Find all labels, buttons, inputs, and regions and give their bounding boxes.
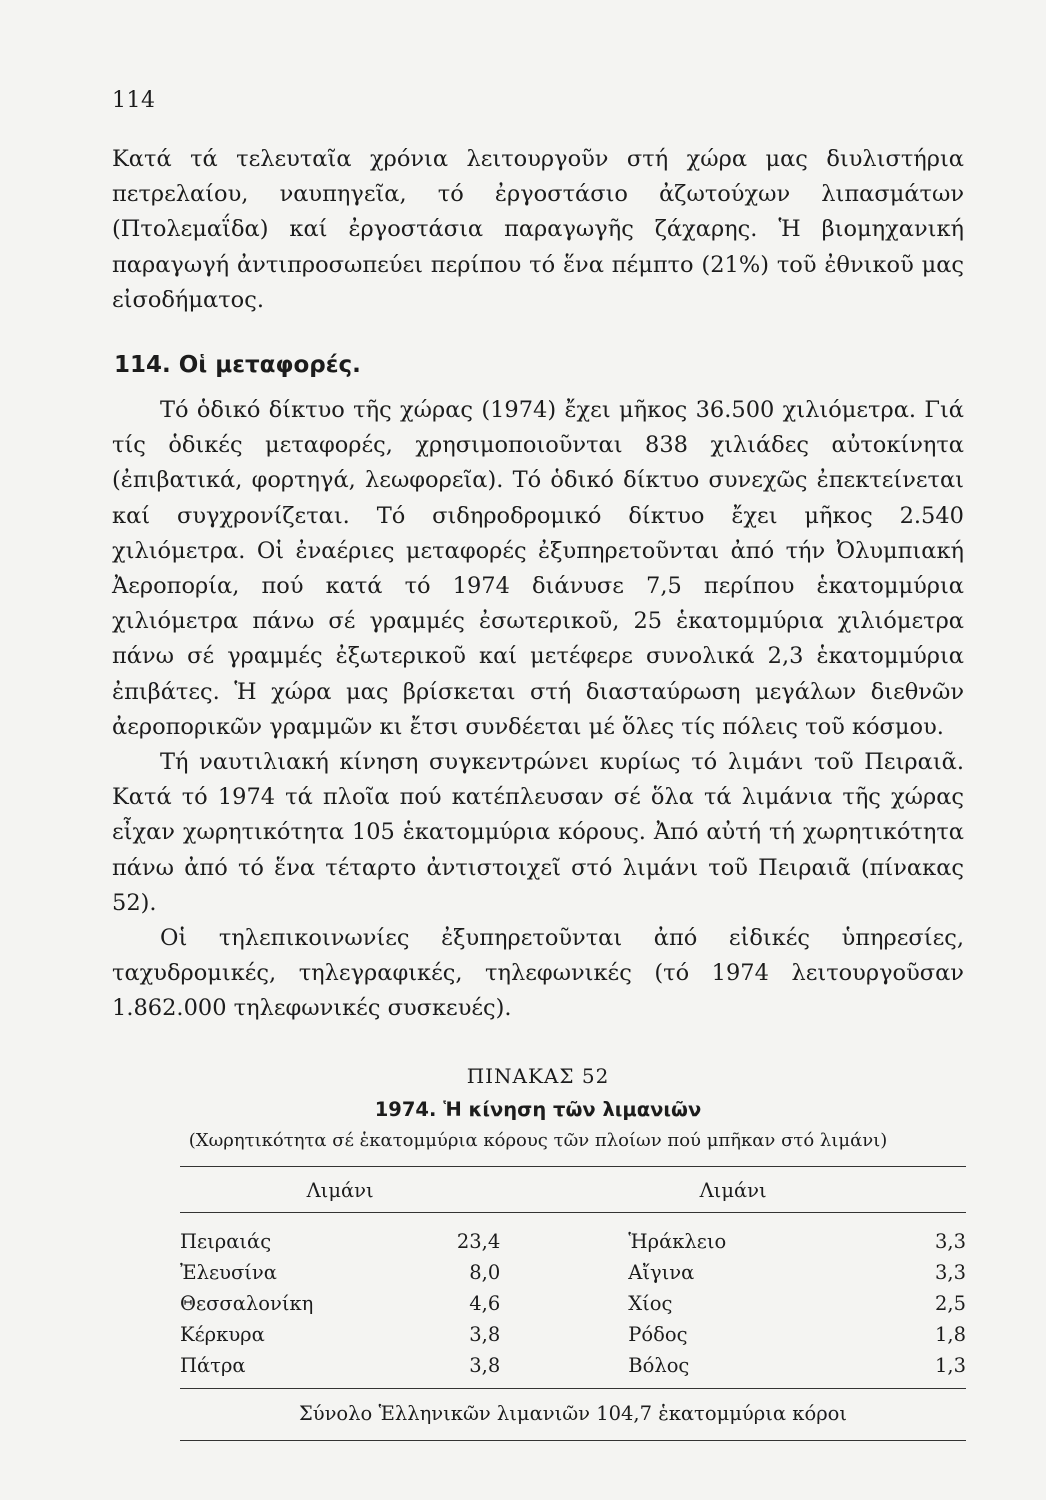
port-value: 4,6 [469,1292,501,1315]
table-label: ΠΙΝΑΚΑΣ 52 [466,1064,610,1088]
port-name: Ἐλευσίνα [180,1261,277,1284]
paragraph-shipping: Τή ναυτιλιακή κίνηση συγκεντρώνει κυρίως τό λιμάνι τοῦ Πειραιᾶ. Κατά τό 1974 τά πλοῖα πού κατέπλευσαν σέ ὅλα τά λιμάνια τῆς χώρας εἶχαν χωρητικότητα 105 ἑκατομμύρια κόρους. Ἀπό αὐτή τή χωρητικότητα πάνω ἀπό τό ἕνα τέταρτο ἀντιστοιχεῖ στό λιμάνι τοῦ Πειραιᾶ (πίνακας 52). [112,749,964,916]
port-value: 2,5 [934,1292,966,1315]
table-title: 1974. Ἡ κίνηση τῶν λιμανιῶν [374,1098,702,1121]
port-value: 3,8 [469,1323,501,1346]
port-name: Ἡράκλειο [628,1230,727,1253]
section-heading: 114. Οἱ μεταφορές. [114,352,361,378]
page-number: 114 [112,88,156,113]
column-header-left: Λιμάνι [180,1167,500,1213]
port-value: 3,3 [934,1261,966,1284]
paragraph-transport: Τό ὁδικό δίκτυο τῆς χώρας (1974) ἔχει μῆκος 36.500 χιλιόμετρα. Γιά τίς ὁδικές μεταφορές, χρησιμοποιοῦνται 838 χιλιάδες αὐτοκίνητα (ἐπιβατικά, φορτηγά, λεωφορεῖα). Τό ὁδικό δίκτυο συνεχῶς ἐπεκτείνεται καί συγχρονίζεται. Τό σιδηροδρομικό δίκτυο ἔχει μῆκος 2.540 χιλιόμετρα. Οἱ ἐναέριες μεταφορές ἐξυπηρετοῦνται ἀπό τήν Ὀλυμπιακή Ἀεροπορία, πού κατά τό 1974 διάνυσε 7,5 περίπου ἑκατομμύρια χιλιόμετρα πάνω σέ γραμμές ἐσωτερικοῦ, 25 ἑκατομμύρια χιλιόμετρα πάνω σέ γραμμές ἐξωτερικοῦ καί μετέφερε συνολικά 2,3 ἑκατομμύρια ἐπιβάτες. Ἡ χώρα μας βρίσκεται στή διασταύρωση μεγάλων διεθνῶν ἀεροπορικῶν γραμμῶν κι ἔτσι συνδέεται μέ ὅλες τίς πόλεις τοῦ κόσμου. [112,397,964,740]
port-value: 1,3 [934,1354,966,1377]
table-total: Σύνολο Ἑλληνικῶν λιμανιῶν 104,7 ἑκατομμύρια κόροι [180,1389,966,1441]
port-value: 1,8 [934,1323,966,1346]
port-name: Θεσσαλονίκη [180,1292,314,1315]
port-name: Χίος [628,1292,673,1315]
table-row [180,1288,966,1319]
total-row [180,1389,966,1441]
port-value: 3,8 [469,1354,501,1377]
intro-paragraph [112,142,964,318]
table-header-row [180,1167,966,1213]
intro-text: Κατά τά τελευταῖα χρόνια λειτουργοῦν στή χώρα μας διυλιστήρια πετρελαίου, ναυπηγεῖα, τό ἐργοστάσιο ἀζωτούχων λιπασμάτων (Πτολεμαΐδα) καί ἐργοστάσια παραγωγῆς ζάχαρης. Ἡ βιομηχανική παραγωγή ἀντιπροσωπεύει περίπου τό ἕνα πέμπτο (21%) τοῦ ἐθνικοῦ μας εἰσοδήματος. [112,146,964,313]
section-body [112,393,964,1027]
table-row [180,1319,966,1350]
port-name: Βόλος [628,1354,690,1377]
ports-table [180,1166,966,1441]
port-value: 3,3 [934,1230,966,1253]
port-name: Πάτρα [180,1354,246,1377]
paragraph-telecom: Οἱ τηλεπικοινωνίες ἐξυπηρετοῦνται ἀπό εἰδικές ὑπηρεσίες, ταχυδρομικές, τηλεγραφικές, τηλεφωνικές (τό 1974 λειτουργοῦσαν 1.862.000 τηλεφωνικές συσκευές). [112,925,964,1022]
port-name: Κέρκυρα [180,1323,265,1346]
table-row [180,1257,966,1288]
port-name: Αἴγινα [628,1261,695,1284]
port-name: Πειραιάς [180,1230,272,1253]
table-row [180,1350,966,1389]
port-value: 23,4 [456,1230,501,1253]
column-header-right: Λιμάνι [500,1167,966,1213]
port-name: Ρόδος [628,1323,688,1346]
table-subtitle: (Χωρητικότητα σέ ἑκατομμύρια κόρους τῶν πλοίων πού μπῆκαν στό λιμάνι) [188,1130,888,1151]
table-row [180,1213,966,1258]
port-value: 8,0 [469,1261,501,1284]
